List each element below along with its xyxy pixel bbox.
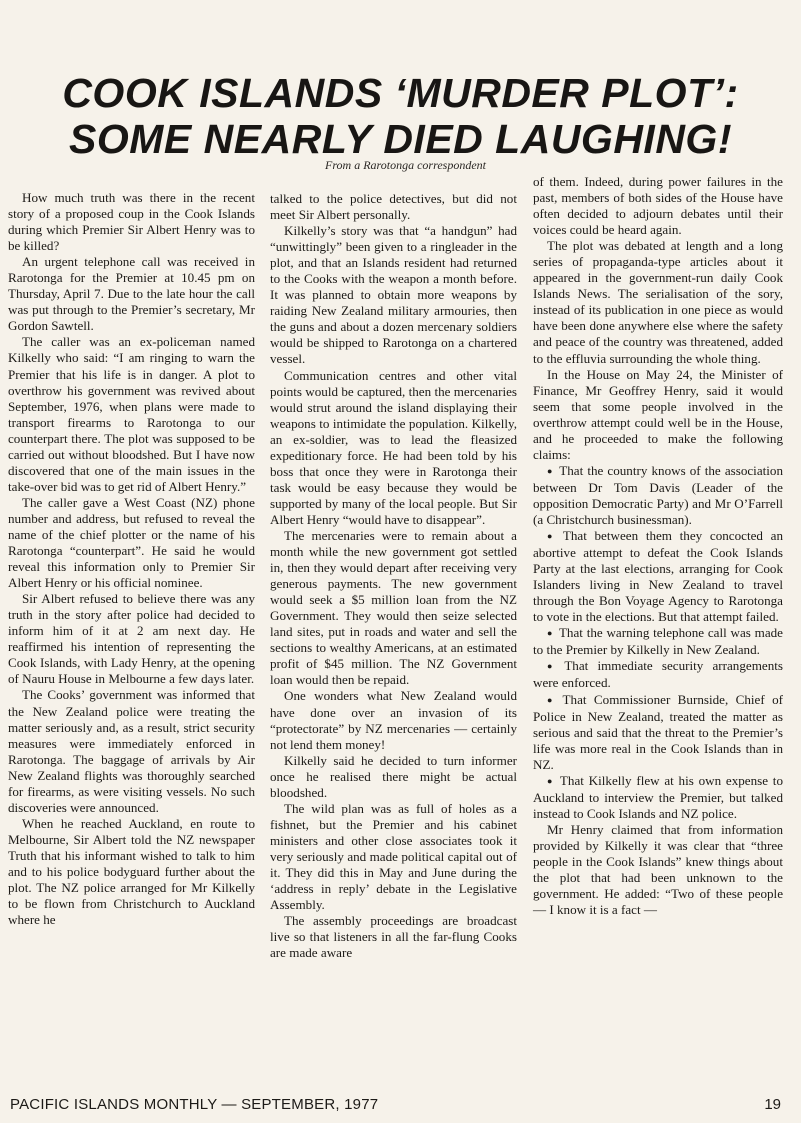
- paragraph: The Cooks’ government was informed that the New Zealand police were treating the matter seriously and, as a result, strict security measures were immediately enforced in Rarotonga. The baggage of arrivals by Air New Zealand flights was thoroughly searched for firearms, as were visiting vessels. No such discoveries were announced.: [8, 687, 255, 815]
- paragraph: One wonders what New Zealand would have done over an invasion of its “protectorate” by NZ mercenaries — certainly not lend them money!: [270, 688, 517, 752]
- paragraph: An urgent telephone call was received in Rarotonga for the Premier at 10.45 pm on Thursday, April 7. Due to the late hour the call was put through to the Premier’s secretary, Mr Gordon Sawtell.: [8, 254, 255, 334]
- bullet-claim: ● That the country knows of the association between Dr Tom Davis (Leader of the opposition Democratic Party) and Mr O’Farrell (a Christchurch businessman).: [533, 463, 783, 528]
- paragraph: The mercenaries were to remain about a month while the new government got settled in, then they would depart after receiving very generous payments. The new government would seek a $5 million loan from the NZ Government. They would then seize selected land sites, put in roads and water and sell the sections to wealthy Americans, at an estimated profit of $45 million. The NZ Government loan would then be repaid.: [270, 527, 517, 688]
- paragraph: The plot was debated at length and a long series of propaganda-type articles about it appeared in the government-run daily Cook Islands News. The serialisation of the sory, instead of its publication in one piece as would have been done anywhere else where the safety and peace of the country was threatened, added to the effluvia surrounding the whole thing.: [533, 238, 783, 366]
- paragraph: Kilkelly said he decided to turn informer once he realised there might be actual bloodshed.: [270, 752, 517, 800]
- article-column-2: [270, 191, 517, 961]
- headline-line-2: SOME NEARLY DIED LAUGHING!: [69, 116, 732, 162]
- article-column-1: [8, 190, 255, 928]
- paragraph: In the House on May 24, the Minister of Finance, Mr Geoffrey Henry, said it would seem that some people involved in the overthrow attempt could well be in the House, and he proceeded to make the following claims:: [533, 366, 783, 462]
- paragraph: How much truth was there in the recent story of a proposed coup in the Cook Islands during which Premier Sir Albert Henry was to be killed?: [8, 190, 255, 254]
- paragraph: The assembly proceedings are broadcast live so that listeners in all the far-flung Cooks are made aware: [270, 913, 517, 961]
- paragraph: of them. Indeed, during power failures in the past, members of both sides of the House have often decided to adjourn debates until their voices could be heard again.: [533, 174, 783, 238]
- publication-footer: PACIFIC ISLANDS MONTHLY — SEPTEMBER, 1977: [10, 1096, 379, 1113]
- bullet-claim: ● That Commissioner Burnside, Chief of Police in New Zealand, treated the matter as serious and said that the threat to the Premier’s life was more real in the Cook Islands than in NZ.: [533, 692, 783, 773]
- paragraph: The caller gave a West Coast (NZ) phone number and address, but refused to reveal the name of the chief plotter or the name of his Rarotonga “counterpart”. He said he would reveal this information only to Premier Sir Albert Henry or his official nominee.: [8, 494, 255, 591]
- article-column-3: [533, 174, 783, 918]
- paragraph: talked to the police detectives, but did not meet Sir Albert personally.: [270, 191, 517, 223]
- page-number: 19: [764, 1096, 781, 1113]
- paragraph: When he reached Auckland, en route to Melbourne, Sir Albert told the NZ newspaper Truth that his informant wished to talk to him and to his police bodyguard further about the plot. The NZ police arranged for Mr Kilkelly to be flown from Christchurch to Auckland where he: [8, 815, 255, 928]
- paragraph: Kilkelly’s story was that “a handgun” had “unwittingly” been given to a ringleader in the plot, and that an Islands resident had returned to the Cooks with the weapon a month before. It was planned to obtain more weapons by raiding New Zealand military armouries, then the guns and about a dozen mercenary soldiers would be shipped to Rarotonga on a chartered vessel.: [270, 223, 517, 367]
- paragraph: Mr Henry claimed that from information provided by Kilkelly it was clear that “three people in the Cook Islands” knew things about the plot that had been unknown to the government. He added: “Two of these people — I know it is a fact —: [533, 821, 783, 918]
- bullet-claim: ● That between them they concocted an abortive attempt to defeat the Cook Islands Party at the last elections, arranging for Cook Islanders living in New Zealand to travel through the Bon Voyage Agency to Rarotonga to vote in the elections. But that attempt failed.: [533, 528, 783, 625]
- paragraph: Sir Albert refused to believe there was any truth in the story after police had decided to inform him of it at 2 am next day. He reaffirmed his intention of representing the Cook Islands, with Lady Henry, at the opening of Nauru House in Melbourne a few days later.: [8, 591, 255, 687]
- headline: [0, 70, 801, 162]
- headline-line-1: COOK ISLANDS ‘MURDER PLOT’:: [62, 70, 739, 116]
- paragraph: The wild plan was as full of holes as a fishnet, but the Premier and his cabinet ministers and other close associates took it very seriously and made political capital out of it. They did this in May and June during the ‘address in reply’ debate in the Legislative Assembly.: [270, 800, 517, 913]
- byline: From a Rarotonga correspondent: [325, 158, 486, 172]
- bullet-claim: ● That Kilkelly flew at his own expense to Auckland to interview the Premier, but talked instead to Cook Islands and NZ police.: [533, 773, 783, 822]
- bullet-claim: ● That immediate security arrangements were enforced.: [533, 658, 783, 691]
- paragraph: Communication centres and other vital points would be captured, then the mercenaries would strut around the island displaying their weapons to intimidate the population. Kilkelly, an ex-soldier, was to lead the fleasized expeditionary force. He had been told by his boss that once they were in Rarotonga their task would be easy because they would be supported by many of the local people. But Sir Albert Henry “would have to disappear”.: [270, 367, 517, 527]
- bullet-claim: ● That the warning telephone call was made to the Premier by Kilkelly in New Zealand.: [533, 625, 783, 658]
- paragraph: The caller was an ex-policeman named Kilkelly who said: “I am ringing to warn the Premier that his life is in danger. A plot to overthrow his government was revived about September, 1976, when plans were made to transport firearms to Rarotonga to our counterpart there. The plot was supposed to be carried out without bloodshed. But I have now discovered that one of the main issues in the take-over bid was to get rid of Albert Henry.”: [8, 334, 255, 494]
